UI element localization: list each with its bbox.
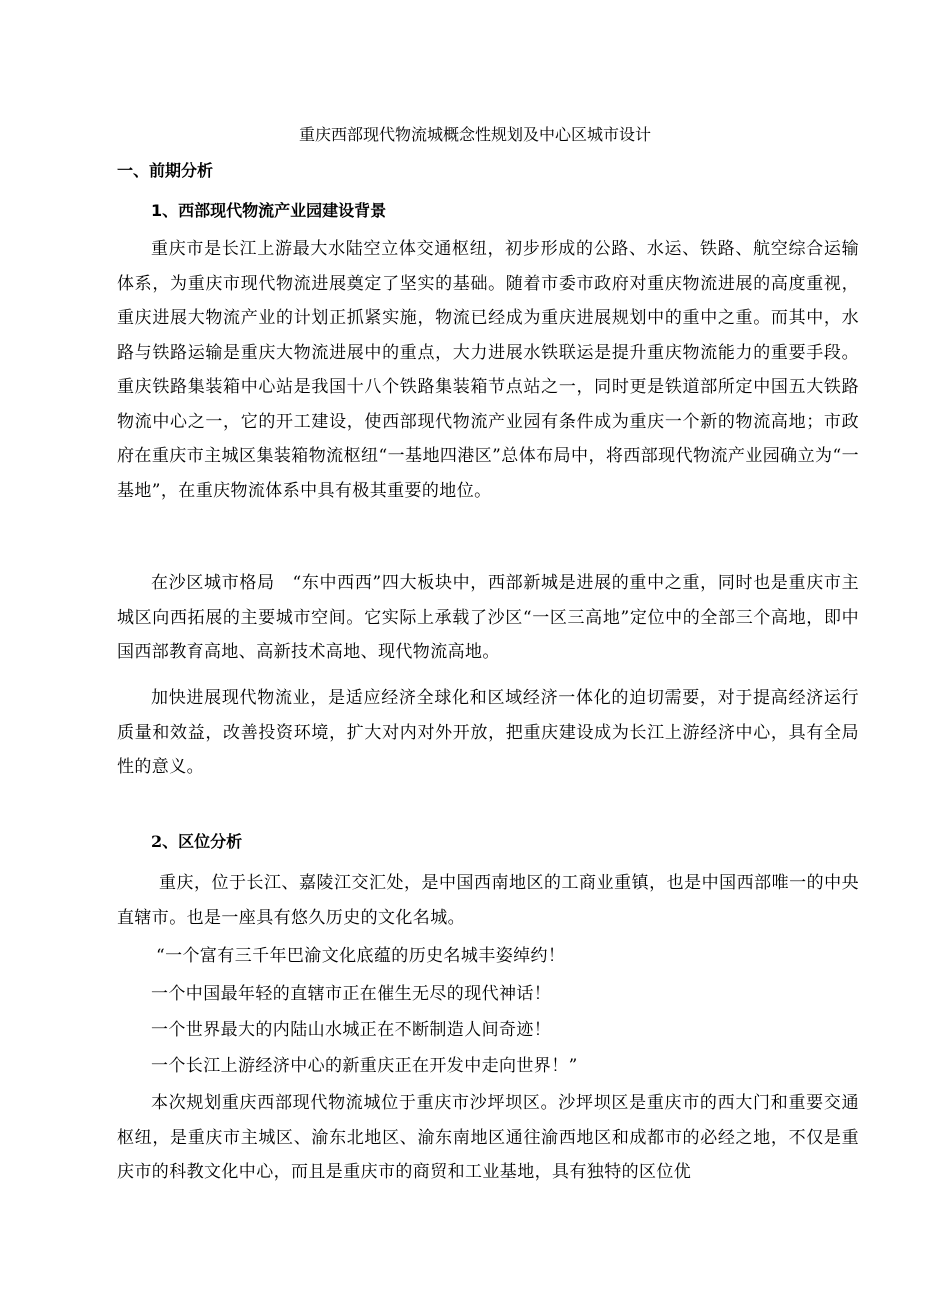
- section-heading-preliminary-analysis: 一、前期分析: [117, 161, 214, 180]
- subsection-heading-location: 2、区位分析: [151, 832, 243, 851]
- subsection-heading-background: 1、西部现代物流产业园建设背景: [151, 201, 387, 220]
- quote-line-1: “一个富有三千年巴渝文化底蕴的历史名城丰姿绰约！: [156, 946, 566, 966]
- paragraph-background-2: 在沙区城市格局 “东中西西”四大板块中，西部新城是进展的重中之重，同时也是重庆市主城区向西拓展的主要城市空间。它实际上承载了沙区“一区三高地”定位中的全部三个高地，即中国西部教育高地、高新技术高地、现代物流高地。: [117, 573, 859, 662]
- paragraph-background-3: 加快进展现代物流业，是适应经济全球化和区域经济一体化的迫切需要，对于提高经济运行质量和效益，改善投资环境，扩大对内对外开放，把重庆建设成为长江上游经济中心，具有全局性的意义。: [117, 688, 859, 777]
- paragraph-background-1: 重庆市是长江上游最大水陆空立体交通枢纽，初步形成的公路、水运、铁路、航空综合运输体系，为重庆市现代物流进展奠定了坚实的基础。随着市委市政府对重庆物流进展的高度重视，重庆进展大物流产业的计划正抓紧实施，物流已经成为重庆进展规划中的重中之重。而其中，水路与铁路运输是重庆大物流进展中的重点，大力进展水铁联运是提升重庆物流能力的重要手段。重庆铁路集装箱中心站是我国十八个铁路集装箱节点站之一，同时更是铁道部所定中国五大铁路物流中心之一，它的开工建设，使西部现代物流产业园有条件成为重庆一个新的物流高地；市政府在重庆市主城区集装箱物流枢纽“一基地四港区”总体布局中，将西部现代物流产业园确立为“一基地”，在重庆物流体系中具有极其重要的地位。: [117, 239, 859, 501]
- paragraph-location-closing: 本次规划重庆西部现代物流城位于重庆市沙坪坝区。沙坪坝区是重庆市的西大门和重要交通枢纽，是重庆市主城区、渝东北地区、渝东南地区通往渝西地区和成都市的必经之地，不仅是重庆市的科教文化中心，而且是重庆市的商贸和工业基地，具有独特的区位优: [117, 1093, 859, 1182]
- quote-line-4: 一个长江上游经济中心的新重庆正在开发中走向世界！”: [151, 1056, 578, 1076]
- document-title: 重庆西部现代物流城概念性规划及中心区城市设计: [298, 125, 651, 144]
- paragraph-location-intro: 重庆，位于长江、嘉陵江交汇处，是中国西南地区的工商业重镇，也是中国西部唯一的中央直辖市。也是一座具有悠久历史的文化名城。: [117, 873, 859, 928]
- quote-line-3: 一个世界最大的内陆山水城正在不断制造人间奇迹！: [151, 1020, 552, 1040]
- quote-line-2: 一个中国最年轻的直辖市正在催生无尽的现代神话！: [151, 984, 552, 1004]
